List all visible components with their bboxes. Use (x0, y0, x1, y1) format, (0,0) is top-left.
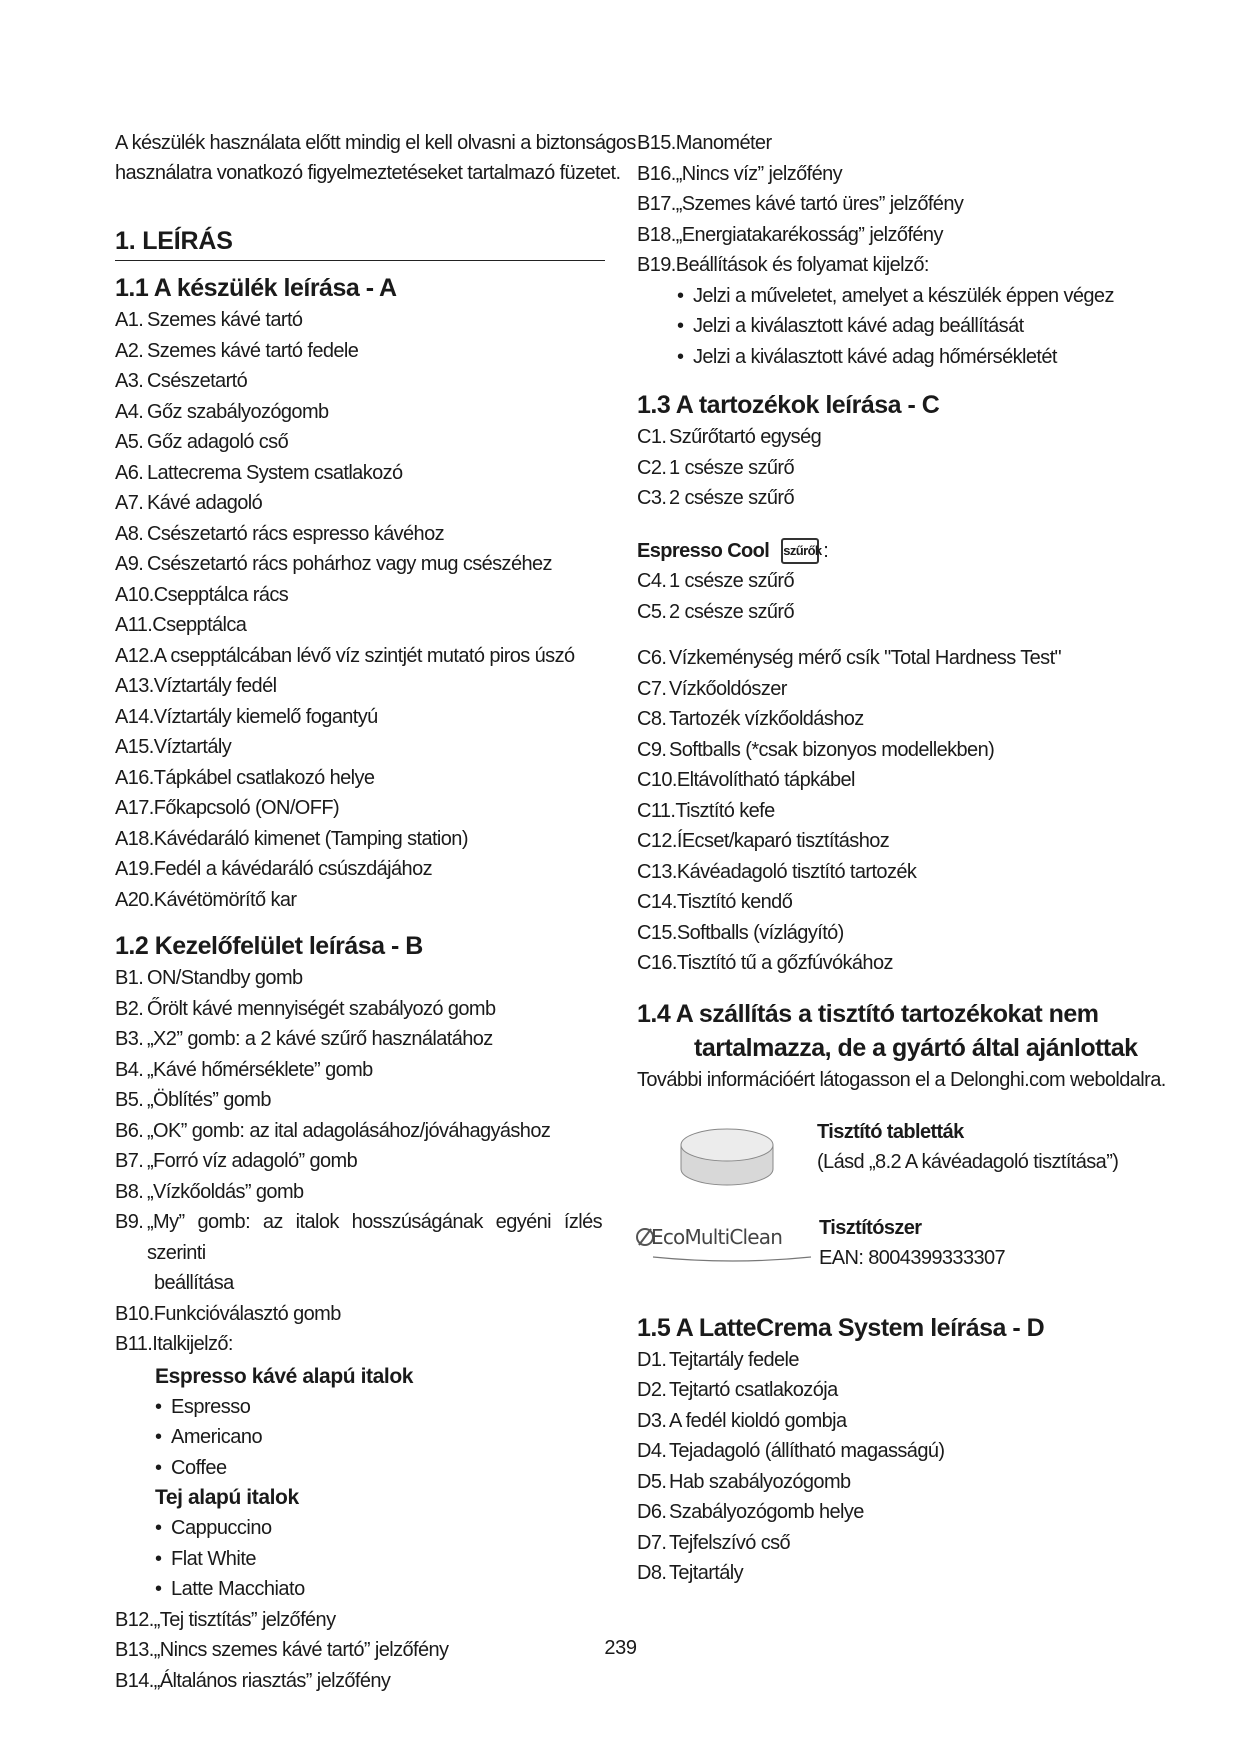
item-number: C6. (637, 647, 667, 669)
bullet-item (637, 311, 1137, 342)
item-number: D6. (637, 1501, 667, 1523)
tablet-image (637, 1117, 817, 1207)
bullet-icon: • (677, 315, 684, 337)
item-text: „Nincs víz” jelzőfény (675, 162, 843, 185)
list-item-c5 (637, 597, 1137, 628)
item-number: B9. (115, 1211, 144, 1233)
item-number: A8. (115, 522, 144, 545)
section-1-5-title: 1.5 A LatteCrema System leírása - D (637, 1313, 1045, 1342)
list-item-b14 (115, 1666, 605, 1697)
item-text: A fedél kioldó gombja (669, 1409, 847, 1432)
section-rule (115, 260, 605, 261)
item-text: A csepptálcában lévő víz szintjét mutató piros úszó (153, 644, 575, 667)
item-number: B17. (637, 193, 676, 215)
item-number: C4. (637, 570, 667, 592)
bullet-text: Flat White (171, 1547, 257, 1570)
list-item-a13 (115, 671, 605, 702)
item-text: Főkapcsoló (ON/OFF) (153, 797, 340, 819)
list-item-b4 (115, 1055, 605, 1086)
item-number: C7. (637, 677, 667, 700)
section-1-1-title: 1.1 A készülék leírása - A (115, 274, 397, 302)
tablet-desc: (Lásd „8.2 A kávéadagoló tisztítása”) (817, 1150, 1119, 1173)
item-number: C9. (637, 738, 667, 761)
item-number: B13. (115, 1639, 154, 1661)
item-text: ON/Standby gomb (147, 967, 303, 989)
bullet-item (637, 281, 1137, 312)
item-text: Tejtartály fedele (669, 1348, 799, 1371)
cool-filter-icon: szűrők (781, 538, 819, 564)
item-number: B4. (115, 1058, 144, 1081)
item-number: A4. (115, 400, 144, 423)
item-text: Gőz adagoló cső (147, 431, 289, 453)
item-text: Tejtartály (669, 1562, 744, 1584)
bullet-item (115, 1453, 605, 1484)
list-item-b16 (637, 159, 1137, 190)
item-number: C5. (637, 600, 667, 623)
item-number: B6. (115, 1119, 144, 1142)
list-item-b1 (115, 963, 605, 994)
item-text: Fedél a kávédaráló csúszdájához (153, 858, 432, 880)
espresso-heading: Espresso kávé alapú italok (155, 1364, 414, 1388)
eco-logo-text: EcoMultiClean (651, 1224, 783, 1249)
list-item-d8 (637, 1558, 1137, 1589)
section-1-4-title-line-2: tartalmazza, de a gyártó által ajánlottak (694, 1033, 1138, 1062)
bullet-text: Jelzi a kiválasztott kávé adag hőmérsékletét (693, 345, 1057, 368)
item-number: B1. (115, 967, 144, 989)
item-text: 1 csésze szűrő (669, 570, 794, 592)
item-number: A3. (115, 370, 144, 392)
item-number: A18. (115, 827, 154, 850)
list-item-c11 (637, 796, 1137, 827)
item-text: „Szemes kávé tartó üres” jelzőfény (675, 193, 964, 215)
list-item-c6 (637, 643, 1137, 674)
item-number: B19. (637, 254, 676, 276)
d-items-list (637, 1345, 1137, 1589)
bullet-text: Espresso (171, 1395, 251, 1418)
list-item-a5 (115, 427, 605, 458)
item-text: „Vízkőoldás” gomb (147, 1180, 304, 1203)
item-text: Tisztító kefe (675, 799, 775, 822)
list-item-b6 (115, 1116, 605, 1147)
c-items-list (637, 422, 1137, 514)
item-number: B11. (115, 1333, 153, 1355)
list-item-b12 (115, 1605, 605, 1636)
item-text: Vízkeménység mérő csík "Total Hardness Test" (669, 647, 1062, 669)
list-item-b8 (115, 1177, 605, 1208)
bullet-text: Jelzi a műveletet, amelyet a készülék éppen végez (693, 284, 1114, 307)
item-number: B16. (637, 162, 676, 185)
item-number: A7. (115, 492, 144, 514)
page-number: 239 (604, 1637, 637, 1659)
list-item-a17 (115, 793, 605, 824)
cleaner-ean: EAN: 8004399333307 (819, 1246, 1006, 1269)
item-text: „Kávé hőmérséklete” gomb (147, 1058, 373, 1081)
item-text: Csepptálca rács (153, 583, 289, 606)
cleaner-row (637, 1213, 1137, 1275)
item-number: C13. (637, 860, 677, 883)
item-number: A11. (115, 614, 153, 636)
b19-bullets (637, 281, 1137, 373)
list-item-d2 (637, 1375, 1137, 1406)
bullet-icon: • (155, 1517, 162, 1539)
item-text: Őrölt kávé mennyiségét szabályozó gomb (147, 997, 496, 1020)
bullet-item (115, 1513, 605, 1544)
item-text: Kávédaráló kimenet (Tamping station) (153, 827, 468, 850)
item-text: „My” gomb: az italok hosszúságának egyéni ízlés szerinti (147, 1211, 602, 1264)
item-text: Csészetartó (147, 370, 248, 392)
item-number: A12. (115, 644, 154, 667)
bullet-item (115, 1392, 605, 1423)
item-text: „Energiatakarékosság” jelzőfény (675, 223, 943, 246)
tablet-icon (677, 1123, 777, 1193)
item-number: A1. (115, 309, 144, 331)
item-number: B7. (115, 1150, 144, 1172)
item-text: „Forró víz adagoló” gomb (147, 1150, 358, 1172)
tablet-title: Tisztító tabletták (817, 1120, 964, 1143)
list-item-c13 (637, 857, 1137, 888)
item-text: Víztartály (153, 736, 232, 758)
bullet-text: Jelzi a kiválasztott kávé adag beállítását (693, 315, 1024, 337)
list-item-a10 (115, 580, 605, 611)
a-items-list (115, 305, 605, 915)
item-text: Tejadagoló (állítható magasságú) (669, 1440, 945, 1462)
item-number: A6. (115, 461, 144, 484)
espresso-cool-heading (637, 536, 1137, 567)
item-number: D1. (637, 1348, 667, 1371)
intro-line-1: A készülék használata előtt mindig el kell olvasni a biztonságos (115, 132, 636, 154)
list-item-b2 (115, 994, 605, 1025)
item-text: Tisztító tű a gőzfúvókához (676, 952, 893, 974)
espresso-cool-label: Espresso Cool (637, 539, 770, 562)
item-number: B2. (115, 997, 144, 1020)
item-text: Eltávolítható tápkábel (676, 769, 855, 791)
item-text: Csészetartó rács espresso kávéhoz (147, 522, 445, 545)
item-text: Szemes kávé tartó (147, 309, 303, 331)
item-text: Kávé adagoló (147, 492, 263, 514)
item-number: D3. (637, 1409, 667, 1432)
list-item-a11 (115, 610, 605, 641)
section-1-3-title: 1.3 A tartozékok leírása - C (637, 391, 940, 419)
list-item-c3 (637, 483, 1137, 514)
list-item-c16 (637, 948, 1137, 979)
item-number: C15. (637, 921, 677, 944)
list-item-a18 (115, 824, 605, 855)
item-text: „Nincs szemes kávé tartó” jelzőfény (153, 1639, 449, 1661)
item-number: D7. (637, 1531, 667, 1554)
item-number: D2. (637, 1379, 667, 1401)
list-item-d5 (637, 1467, 1137, 1498)
b-items-list-right (637, 128, 1137, 281)
item-text: „X2” gomb: a 2 kávé szűrő használatához (147, 1028, 493, 1050)
item-text: 1 csésze szűrő (669, 456, 794, 479)
bullet-text: Cappuccino (171, 1517, 272, 1539)
item-text: Csepptálca (152, 614, 247, 636)
list-item-a8 (115, 519, 605, 550)
bullet-icon: • (155, 1456, 162, 1479)
list-item-c4 (637, 566, 1137, 597)
bullet-item (115, 1574, 605, 1605)
item-text: „Általános riasztás” jelzőfény (153, 1669, 391, 1692)
item-text: Manométer (675, 132, 772, 154)
list-item-c15 (637, 918, 1137, 949)
bullet-icon: • (677, 284, 684, 307)
section-1-4-title-line-1: 1.4 A szállítás a tisztító tartozékokat nem (637, 999, 1099, 1028)
list-item-c8 (637, 704, 1137, 735)
item-number: C2. (637, 456, 667, 479)
bullet-item (115, 1544, 605, 1575)
list-item-c9 (637, 735, 1137, 766)
item-number: C16. (637, 952, 677, 974)
list-item-b15 (637, 128, 1137, 159)
list-item-b17 (637, 189, 1137, 220)
list-item-a15 (115, 732, 605, 763)
right-column (637, 128, 1166, 1589)
item-text: Kávéadagoló tisztító tartozék (676, 860, 917, 883)
item-number: C12. (637, 830, 677, 852)
item-text: beállítása (154, 1272, 234, 1294)
bullet-icon: • (155, 1578, 162, 1600)
item-text: 2 csésze szűrő (669, 487, 794, 509)
list-item-b10 (115, 1299, 605, 1330)
item-number: C14. (637, 891, 677, 913)
item-number: A5. (115, 431, 144, 453)
espresso-list (115, 1392, 605, 1484)
item-text: Hab szabályozógomb (669, 1470, 851, 1493)
b-items-list-2 (115, 1299, 605, 1360)
c-items-list-2 (637, 643, 1137, 979)
item-text: Tejtartó csatlakozója (669, 1379, 838, 1401)
list-item-d3 (637, 1406, 1137, 1437)
list-item-a3 (115, 366, 605, 397)
item-number: B12. (115, 1608, 154, 1631)
item-text: Szemes kávé tartó fedele (147, 339, 359, 362)
list-item-c10 (637, 765, 1137, 796)
item-number: B10. (115, 1302, 154, 1325)
list-item-a4 (115, 397, 605, 428)
item-number: B8. (115, 1180, 144, 1203)
bullet-icon: • (155, 1426, 162, 1448)
intro-line-2: használatra vonatkozó figyelmeztetéseket tartalmazó füzetet. (115, 162, 621, 184)
bullet-text: Americano (171, 1426, 263, 1448)
item-number: B15. (637, 132, 676, 154)
item-number: C11. (637, 799, 676, 822)
list-item-a9 (115, 549, 605, 580)
item-number: B3. (115, 1028, 144, 1050)
item-number: D5. (637, 1470, 667, 1493)
bullet-text: Coffee (171, 1456, 227, 1479)
c-cool-items-list (637, 566, 1137, 627)
item-number: A13. (115, 675, 154, 697)
cool-suffix: : (823, 539, 829, 562)
list-item-c2 (637, 453, 1137, 484)
item-text: Szűrőtartó egység (669, 426, 822, 448)
list-item-b5 (115, 1085, 605, 1116)
item-number: D4. (637, 1440, 667, 1462)
milk-heading: Tej alapú italok (155, 1486, 299, 1509)
list-item-d1 (637, 1345, 1137, 1376)
milk-list (115, 1513, 605, 1605)
item-number: A16. (115, 766, 154, 789)
item-text: Tejfelszívó cső (669, 1531, 791, 1554)
item-text: Lattecrema System csatlakozó (147, 461, 403, 484)
item-number: C1. (637, 426, 667, 448)
bullet-text: Latte Macchiato (171, 1578, 305, 1600)
item-text: „OK” gomb: az ital adagolásához/jóváhagyáshoz (147, 1119, 551, 1142)
bullet-item (637, 342, 1137, 373)
b-items-list (115, 963, 605, 1207)
list-item-a6 (115, 458, 605, 489)
item-number: A9. (115, 553, 144, 575)
list-item-a1 (115, 305, 605, 336)
list-item-a12 (115, 641, 605, 672)
item-text: Italkijelző: (152, 1333, 233, 1355)
item-number: A2. (115, 339, 144, 362)
list-item-b11 (115, 1329, 605, 1360)
item-number: B14. (115, 1669, 154, 1692)
list-item-b3 (115, 1024, 605, 1055)
item-number: A15. (115, 736, 154, 758)
section-1-title: 1. LEÍRÁS (115, 227, 233, 255)
item-number: A10. (115, 583, 154, 606)
bullet-item (115, 1422, 605, 1453)
item-text: Szabályozógomb helye (669, 1501, 864, 1523)
item-text: Softballs (vízlágyító) (676, 921, 844, 944)
item-number: A19. (115, 858, 154, 880)
list-item-a2 (115, 336, 605, 367)
list-item-c1 (637, 422, 1137, 453)
item-text: Víztartály kiemelő fogantyú (153, 705, 378, 728)
list-item-a19 (115, 854, 605, 885)
info-text: További információért látogasson el a Delonghi.com weboldalra. (637, 1068, 1166, 1091)
list-item-c12 (637, 826, 1137, 857)
list-item-d4 (637, 1436, 1137, 1467)
item-number: A17. (115, 797, 154, 819)
list-item-a16 (115, 763, 605, 794)
eco-logo (637, 1213, 819, 1275)
item-number: C3. (637, 487, 667, 509)
tablet-row (637, 1117, 1137, 1207)
cleaner-title: Tisztítószer (819, 1216, 922, 1239)
list-item-b7 (115, 1146, 605, 1177)
item-text: Kávétömörítő kar (153, 888, 297, 911)
list-item-a14 (115, 702, 605, 733)
bullet-icon: • (677, 345, 684, 368)
item-text: „Öblítés” gomb (147, 1089, 271, 1111)
item-text: Víztartály fedél (153, 675, 277, 697)
item-number: D8. (637, 1562, 667, 1584)
list-item-a7 (115, 488, 605, 519)
list-item-d7 (637, 1528, 1137, 1559)
item-text: Beállítások és folyamat kijelző: (675, 254, 929, 276)
bullet-icon: • (155, 1547, 162, 1570)
item-text: Gőz szabályozógomb (147, 400, 329, 423)
item-text: Vízkőoldószer (669, 677, 787, 700)
list-item-b9-cont (115, 1268, 605, 1299)
list-item-d6 (637, 1497, 1137, 1528)
item-text: ÍEcset/kaparó tisztításhoz (676, 830, 890, 852)
item-text: Csészetartó rács pohárhoz vagy mug csészéhez (147, 553, 552, 575)
item-text: „Tej tisztítás” jelzőfény (153, 1608, 336, 1631)
section-1-2-title: 1.2 Kezelőfelület leírása - B (115, 932, 423, 960)
item-text: Funkcióválasztó gomb (153, 1302, 341, 1325)
list-item-c7 (637, 674, 1137, 705)
item-number: A20. (115, 888, 154, 911)
item-number: C8. (637, 708, 667, 730)
item-text: Tápkábel csatlakozó helye (153, 766, 375, 789)
item-text: 2 csésze szűrő (669, 600, 794, 623)
item-number: A14. (115, 705, 154, 728)
list-item-c14 (637, 887, 1137, 918)
list-item-a20 (115, 885, 605, 916)
item-text: Softballs (*csak bizonyos modellekben) (669, 738, 995, 761)
item-number: C10. (637, 769, 677, 791)
list-item-b9 (115, 1207, 605, 1268)
item-number: B5. (115, 1089, 144, 1111)
item-text: Tisztító kendő (676, 891, 793, 913)
item-number: B18. (637, 223, 676, 246)
list-item-b19 (637, 250, 1137, 281)
bullet-icon: • (155, 1395, 162, 1418)
list-item-b18 (637, 220, 1137, 251)
item-text: Tartozék vízkőoldáshoz (669, 708, 864, 730)
